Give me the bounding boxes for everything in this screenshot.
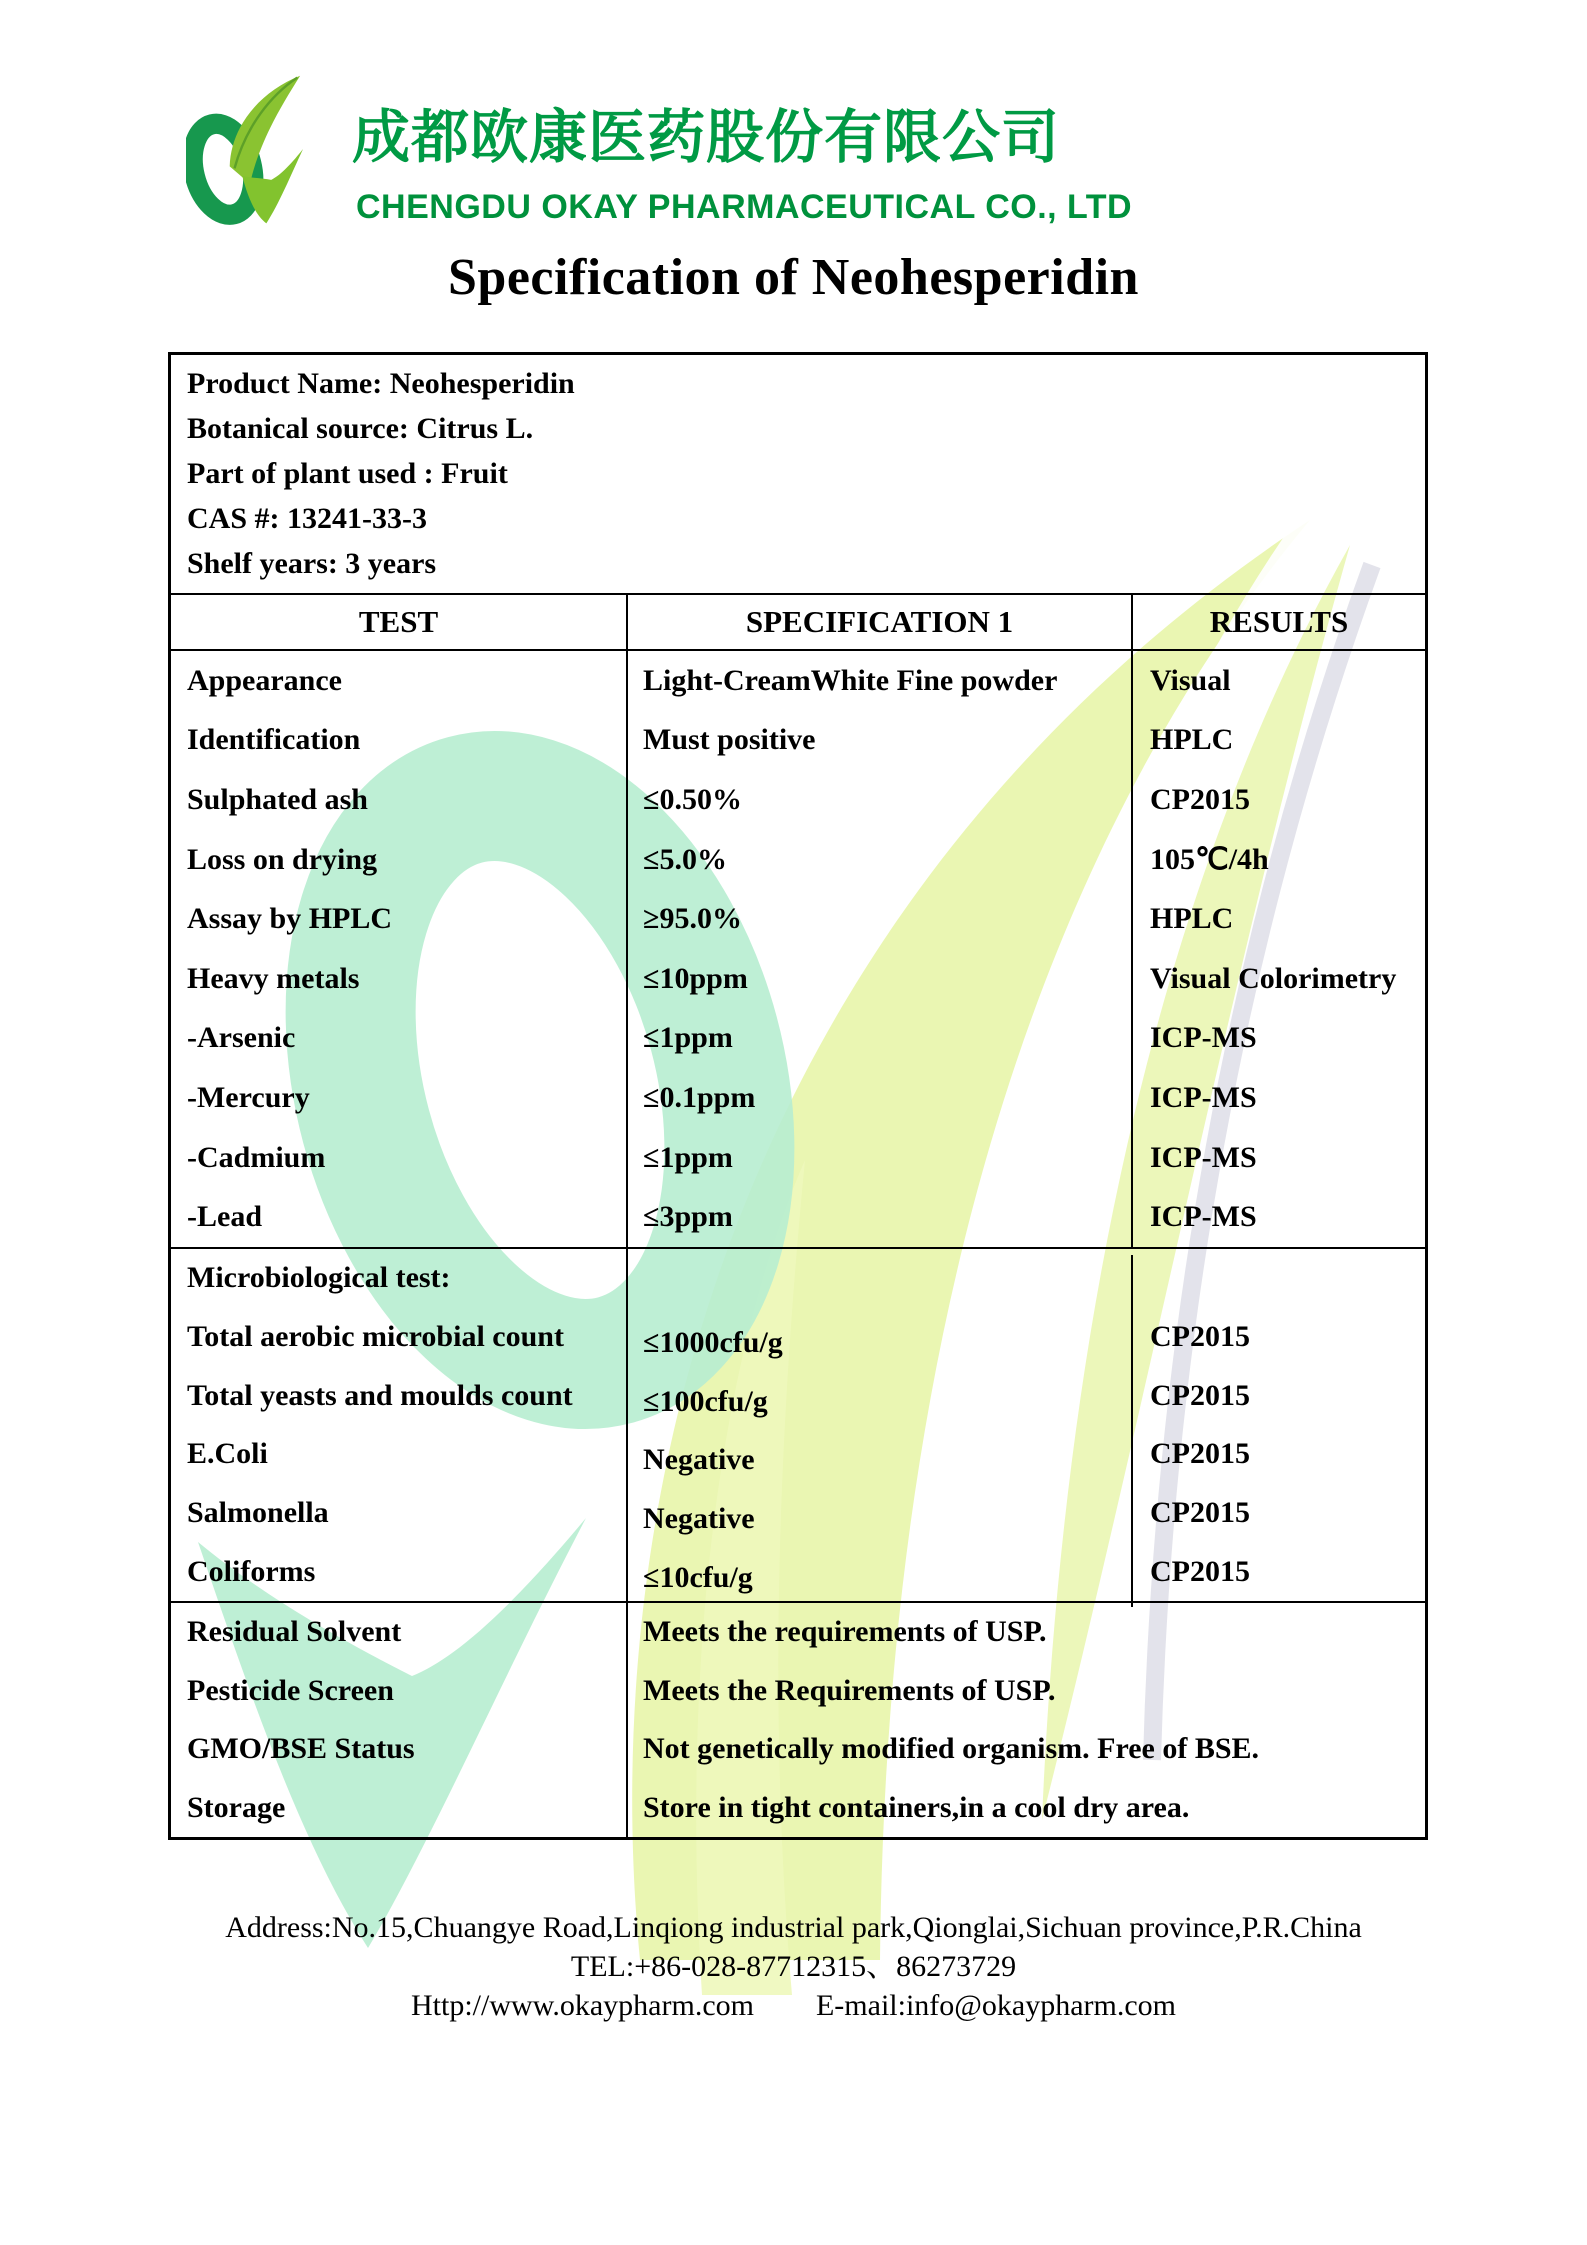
test-name-cell: -Arsenic — [171, 1009, 628, 1069]
specification-cell: ≤1ppm — [628, 1009, 1133, 1069]
item-name-cell: Pesticide Screen — [171, 1662, 628, 1721]
product-info-text: Shelf years: 3 years — [187, 547, 437, 581]
table-row — [171, 651, 1425, 711]
test-name-cell: Sulphated ash — [171, 770, 628, 830]
specification-cell: ≥95.0% — [628, 889, 1133, 949]
item-name-cell: Residual Solvent — [171, 1603, 628, 1662]
test-name-cell: -Mercury — [171, 1068, 628, 1128]
test-name-cell: Identification — [171, 711, 628, 771]
result-method-cell: ICP-MS — [1150, 1080, 1257, 1114]
specification-cell: Negative — [628, 1431, 1133, 1490]
table-row — [171, 1187, 1425, 1247]
test-name-cell: E.Coli — [171, 1425, 628, 1484]
result-method-cell — [1133, 1249, 1425, 1308]
item-value-cell: Meets the Requirements of USP. — [643, 1673, 1056, 1707]
specification-cell: Light-CreamWhite Fine powder — [628, 651, 1133, 711]
table-row — [171, 1308, 1425, 1367]
item-value-cell: Store in tight containers,in a cool dry area. — [643, 1790, 1190, 1824]
result-method-cell: CP2015 — [1150, 1554, 1250, 1588]
specification-cell: ≤10cfu/g — [628, 1548, 1133, 1607]
product-info-text: CAS #: 13241-33-3 — [187, 502, 427, 536]
table-row — [171, 770, 1425, 830]
table-row — [171, 1720, 1425, 1779]
product-info-row — [187, 367, 1425, 401]
product-info-text: Botanical source: Citrus L. — [187, 411, 534, 445]
result-method-cell: CP2015 — [1150, 1437, 1250, 1471]
footer — [0, 1908, 1587, 2025]
column-header-results: RESULTS — [1209, 604, 1349, 639]
company-logo — [186, 68, 312, 232]
product-info-row — [187, 547, 1425, 581]
table-row — [171, 830, 1425, 890]
item-value-cell: Meets the requirements of USP. — [643, 1615, 1047, 1649]
table-row — [171, 1068, 1425, 1128]
table-row — [171, 1425, 1425, 1484]
test-name-cell: -Lead — [171, 1187, 628, 1247]
column-header-test: TEST — [171, 595, 628, 649]
table-row — [171, 1484, 1425, 1543]
table-row — [171, 1779, 1425, 1838]
column-header-specification: SPECIFICATION 1 — [628, 595, 1133, 649]
footer-contact-line — [0, 1986, 1587, 2025]
result-method-cell: 105℃/4h — [1150, 843, 1269, 877]
test-name-cell: Loss on drying — [171, 830, 628, 890]
result-method-cell: CP2015 — [1150, 1496, 1250, 1530]
product-info-text: Product Name: Neohesperidin — [187, 366, 575, 400]
specification-cell — [628, 1255, 1133, 1314]
result-method-cell: Visual Colorimetry — [1150, 961, 1397, 995]
footer-email: E-mail:info@okaypharm.com — [815, 1989, 1177, 2022]
table-header-row — [171, 595, 1425, 651]
product-info-row — [187, 412, 1425, 446]
test-name-cell: Assay by HPLC — [171, 889, 628, 949]
result-method-cell: ICP-MS — [1150, 1200, 1257, 1234]
table-row — [171, 1009, 1425, 1069]
product-info-row — [187, 457, 1425, 491]
specification-cell: ≤100cfu/g — [628, 1372, 1133, 1431]
test-name-cell: Microbiological test: — [171, 1249, 628, 1308]
specification-table — [168, 352, 1428, 1840]
specification-cell: ≤0.50% — [628, 770, 1133, 830]
product-info-row — [187, 502, 1425, 536]
specification-cell: Must positive — [628, 711, 1133, 771]
result-method-cell: ICP-MS — [1150, 1140, 1257, 1174]
table-row — [171, 1662, 1425, 1721]
table-row — [171, 1603, 1425, 1662]
microbiological-section — [171, 1249, 1425, 1603]
table-row — [171, 1249, 1425, 1308]
footer-telephone: TEL:+86-028-87712315、86273729 — [570, 1950, 1017, 1983]
specification-cell: ≤0.1ppm — [628, 1068, 1133, 1128]
general-info-section — [171, 1603, 1425, 1837]
result-method-cell: CP2015 — [1150, 1320, 1250, 1353]
test-name-cell: Coliforms — [171, 1542, 628, 1601]
test-name-cell: Total yeasts and moulds count — [171, 1366, 628, 1425]
product-info-text: Part of plant used : Fruit — [187, 456, 508, 490]
company-name-chinese: 成都欧康医药股份有限公司 — [352, 103, 1061, 171]
result-method-cell: HPLC — [1150, 723, 1234, 757]
result-method-cell: ICP-MS — [1150, 1021, 1257, 1055]
item-name-cell: Storage — [171, 1779, 628, 1838]
table-row — [171, 711, 1425, 771]
specification-cell: ≤5.0% — [628, 830, 1133, 890]
document-title: Specification of Neohesperidin — [448, 249, 1139, 306]
footer-address: Address:No.15,Chuangye Road,Linqiong industrial park,Qionglai,Sichuan province,P.R.China — [225, 1911, 1362, 1944]
table-row — [171, 1542, 1425, 1601]
table-row — [171, 1128, 1425, 1188]
product-info-section — [171, 355, 1425, 595]
item-name-cell: GMO/BSE Status — [171, 1720, 628, 1779]
specification-cell: Negative — [628, 1490, 1133, 1549]
specification-cell: ≤1000cfu/g — [628, 1314, 1133, 1373]
test-name-cell: Salmonella — [171, 1484, 628, 1543]
company-name-english: CHENGDU OKAY PHARMACEUTICAL CO., LTD — [356, 188, 1133, 226]
result-method-cell: CP2015 — [1150, 782, 1250, 816]
test-name-cell: Heavy metals — [171, 949, 628, 1009]
test-results-section — [171, 651, 1425, 1249]
item-value-cell: Not genetically modified organism. Free of BSE. — [643, 1732, 1260, 1766]
test-name-cell: Appearance — [171, 651, 628, 711]
footer-website: Http://www.okaypharm.com — [410, 1989, 754, 2022]
result-method-cell: HPLC — [1150, 902, 1234, 936]
test-name-cell: -Cadmium — [171, 1128, 628, 1188]
specification-cell: ≤3ppm — [628, 1187, 1133, 1247]
table-row — [171, 949, 1425, 1009]
table-row — [171, 1366, 1425, 1425]
specification-cell: ≤1ppm — [628, 1128, 1133, 1188]
table-row — [171, 889, 1425, 949]
specification-cell: ≤10ppm — [628, 949, 1133, 1009]
result-method-cell: CP2015 — [1150, 1378, 1250, 1412]
result-method-cell: Visual — [1150, 663, 1231, 697]
test-name-cell: Total aerobic microbial count — [171, 1308, 628, 1367]
